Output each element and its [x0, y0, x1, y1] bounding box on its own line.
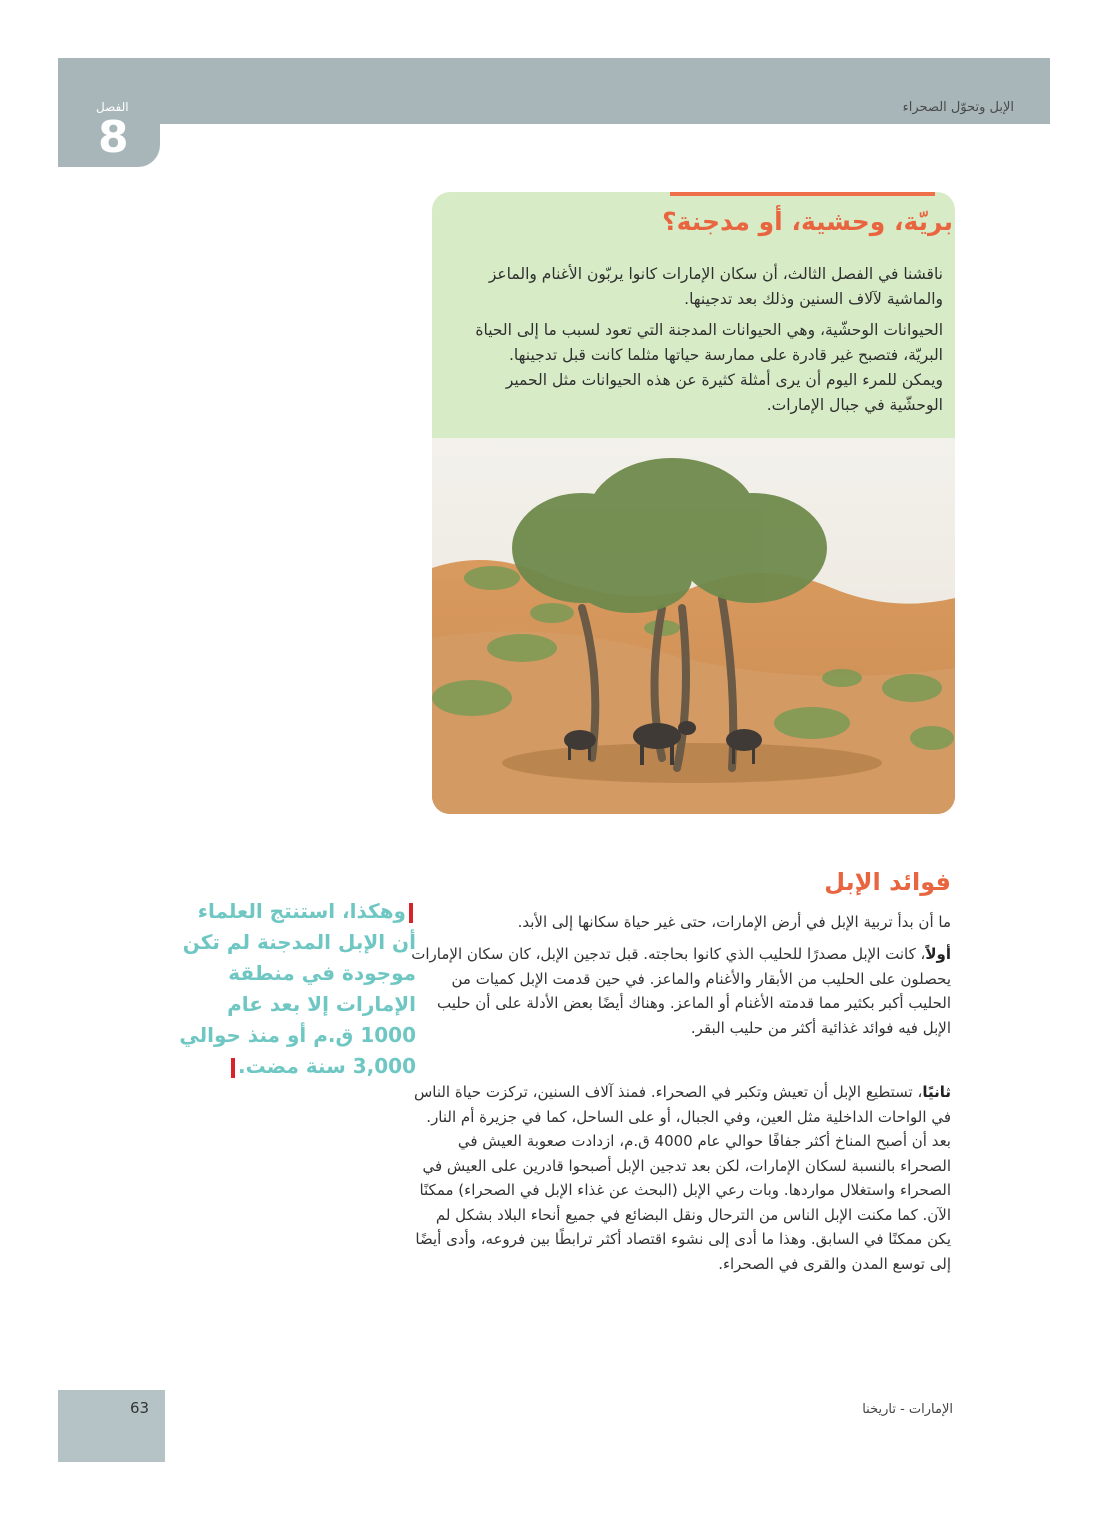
- info-box-accent-line: [670, 192, 935, 196]
- section-heading: فوائد الإبل: [824, 868, 951, 896]
- second-point-text: ، تستطيع الإبل أن تعيش وتكبر في الصحراء. فمنذ آلاف السنين، تركزت حياة الناس في الواحات الداخلية مثل العين، وفي الجبال، أو على الساحل، كما في جزيرة أم النار. بعد أن أصبح المناخ أكثر جفافًا حوالي عام 4000 ق.م، ازدادت صعوبة العيش في الصحراء بالنسبة لسكان الإمارات، لكن بعد تدجين الإبل أصبحوا قادرين على العيش في الصحراء واستغلال مواردها. وبات رعي الإبل (البحث عن غذاء الإبل في الصحراء) ممكنًا الآن. كما مكنت الإبل الناس من الترحال ونقل البضائع في جميع أنحاء البلاد بشكل لم يكن ممكنًا في السابق. وهذا ما أدى إلى نشوء اقتصاد أكثر ترابطًا بين فروعه، وأدى أيضًا إلى توسع المدن والقرى في الصحراء.: [413, 1083, 951, 1273]
- info-box-paragraph-1: ناقشنا في الفصل الثالث، أن سكان الإمارات كانوا يربّون الأغنام والماعز والماشية لآلاف السنين وذلك بعد تدجينها.: [488, 265, 943, 308]
- first-point-text: ، كانت الإبل مصدرًا للحليب الذي كانوا بحاجته. قبل تدجين الإبل، كان سكان الإمارات يحصلون على الحليب من الأبقار والأغنام والماعز. في حين قدمت الإبل كميات من الحليب أكبر بكثير مما قدمته الأغنام أو الماعز. وهناك أيضًا بعض الأدلة على أن حليب الإبل فيه فوائد غذائية أكثر من حليب البقر.: [411, 945, 951, 1037]
- first-point-paragraph: [411, 942, 951, 1040]
- second-point-label: ثانيًا: [922, 1083, 951, 1101]
- header-band: [58, 58, 1050, 124]
- running-header-title: الإبل وتحوّل الصحراء: [902, 100, 1014, 115]
- chapter-label: الفصل: [96, 100, 129, 114]
- second-point-paragraph: [411, 1080, 951, 1276]
- quote-close-bar: [231, 1058, 235, 1078]
- footer-book-title: الإمارات - تاريخنا: [862, 1402, 953, 1417]
- pull-quote: [176, 896, 416, 1082]
- section-intro: ما أن بدأ تربية الإبل في أرض الإمارات، حتى غير حياة سكانها إلى الأبد.: [517, 913, 951, 931]
- desert-donkeys-photo: [432, 438, 955, 814]
- info-box-paragraph-2: الحيوانات الوحشّية، وهي الحيوانات المدجنة التي تعود لسبب ما إلى الحياة البريّة، فتصبح غير قادرة على ممارسة حياتها مثلما كانت قبل تدجينها. ويمكن للمرء اليوم أن يرى أمثلة كثيرة عن هذه الحيوانات مثل الحمير الوحشّية في جبال الإمارات.: [475, 321, 943, 414]
- quote-open-bar: [409, 903, 413, 923]
- info-box-heading: بريّة، وحشية، أو مدجنة؟: [662, 207, 953, 236]
- pull-quote-text: وهكذا، استنتج العلماء أن الإبل المدجنة لم تكن موجودة في منطقة الإمارات إلا بعد عام 1000 ق.م أو منذ حوالي 3,000 سنة مضت.: [179, 899, 416, 1078]
- page-number: 63: [130, 1399, 150, 1417]
- chapter-number: 8: [98, 112, 129, 163]
- first-point-label: أولاً: [925, 945, 951, 963]
